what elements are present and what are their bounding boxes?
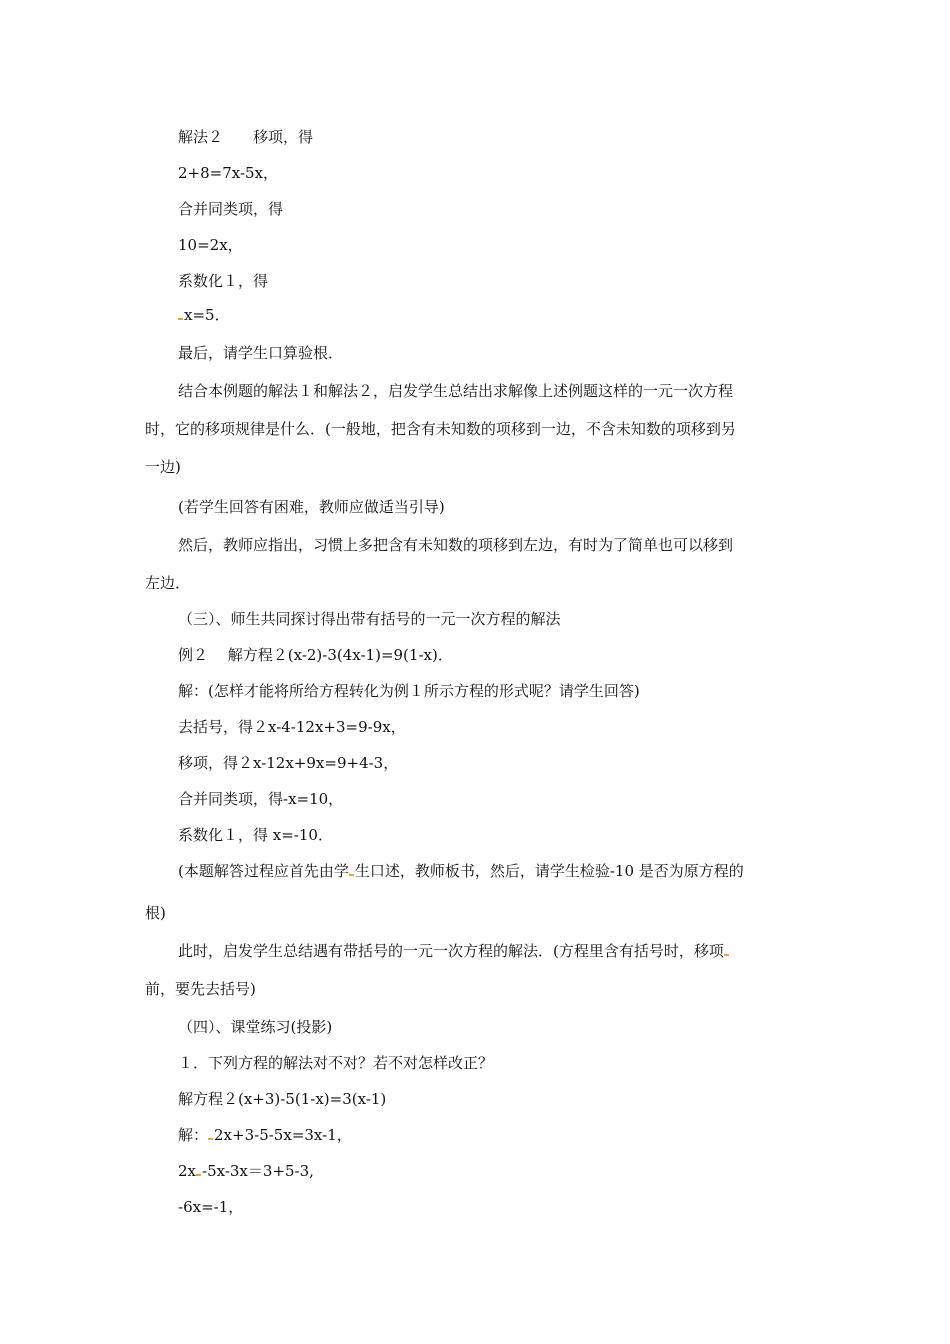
exercise-equation: 解方程２(x+3)-5(1-x)=3(x-1) <box>178 1090 387 1108</box>
paragraph-line: 前，要先去括号) <box>145 980 256 998</box>
text-line-step <box>178 1161 314 1181</box>
edit-mark-icon <box>349 871 354 876</box>
text-line-combine: 合并同类项，得 <box>178 200 284 218</box>
text-line-coefficient: 系数化１，得 <box>178 272 269 290</box>
text-line-step <box>178 1125 352 1145</box>
text-line-equation: 10=2x， <box>178 236 243 254</box>
text-line-step: 去括号，得２x-4-12x+3=9-9x， <box>178 718 406 736</box>
paragraph-line: 时，它的移项规律是什么．(一般地，把含有未知数的项移到一边，不含未知数的项移到另 <box>145 420 736 438</box>
exercise-question: １．下列方程的解法对不对？若不对怎样改正？ <box>178 1054 494 1072</box>
edit-mark-icon <box>208 1135 213 1140</box>
text-fragment: (本题解答过程应首先由学 <box>178 862 349 880</box>
text-line-note: (若学生回答有困难，教师应做适当引导) <box>178 498 445 516</box>
paragraph-line: 根) <box>145 904 166 922</box>
text-line-solution: 解：(怎样才能将所给方程转化为例１所示方程的形式呢？请学生回答) <box>178 682 640 700</box>
text-line-result <box>178 305 230 325</box>
text-fragment: 2x <box>178 1162 197 1180</box>
text-line-solution2-title: 解法２ 移项，得 <box>178 128 314 146</box>
text-fragment: 此时，启发学生总结遇有带括号的一元一次方程的解法．(方程里含有括号时，移项 <box>178 942 724 960</box>
text-line-equation: 2+8=7x-5x， <box>178 164 279 182</box>
paragraph-line <box>178 861 744 881</box>
text-line-step: 移项，得２x-12x+9x=9+4-3， <box>178 754 399 772</box>
text-line-step: -6x=-1， <box>178 1198 244 1216</box>
paragraph-line: 一边) <box>145 458 181 476</box>
edit-mark-icon <box>724 951 729 956</box>
text-fragment: x=5． <box>184 306 230 324</box>
text-line-verify: 最后，请学生口算验根． <box>178 344 344 362</box>
paragraph-line <box>178 941 730 961</box>
text-fragment: 2x+3-5-5x=3x-1， <box>214 1126 352 1144</box>
text-fragment: -5x-3x＝3+5-3, <box>202 1162 314 1180</box>
section-heading: （三）、师生共同探讨得出带有括号的一元一次方程的解法 <box>178 610 561 628</box>
text-fragment: 解： <box>178 1126 209 1144</box>
edit-mark-icon <box>196 1171 201 1176</box>
text-line-step: 合并同类项，得-x=10， <box>178 790 344 808</box>
paragraph-line: 结合本例题的解法１和解法２，启发学生总结出求解像上述例题这样的一元一次方程 <box>178 382 734 400</box>
text-line-step: 系数化１，得 x=-10． <box>178 826 333 844</box>
example-title: 例２ 解方程２(x-2)-3(4x-1)=9(1-x)． <box>178 646 453 664</box>
section-heading: （四）、课堂练习(投影) <box>178 1018 333 1036</box>
paragraph-line: 然后，教师应指出，习惯上多把含有未知数的项移到左边，有时为了简单也可以移到 <box>178 536 734 554</box>
text-fragment: 生口述，教师板书，然后，请学生检验-10 是否为原方程的 <box>354 862 744 880</box>
paragraph-line: 左边． <box>145 574 191 592</box>
edit-mark-icon <box>178 315 183 320</box>
